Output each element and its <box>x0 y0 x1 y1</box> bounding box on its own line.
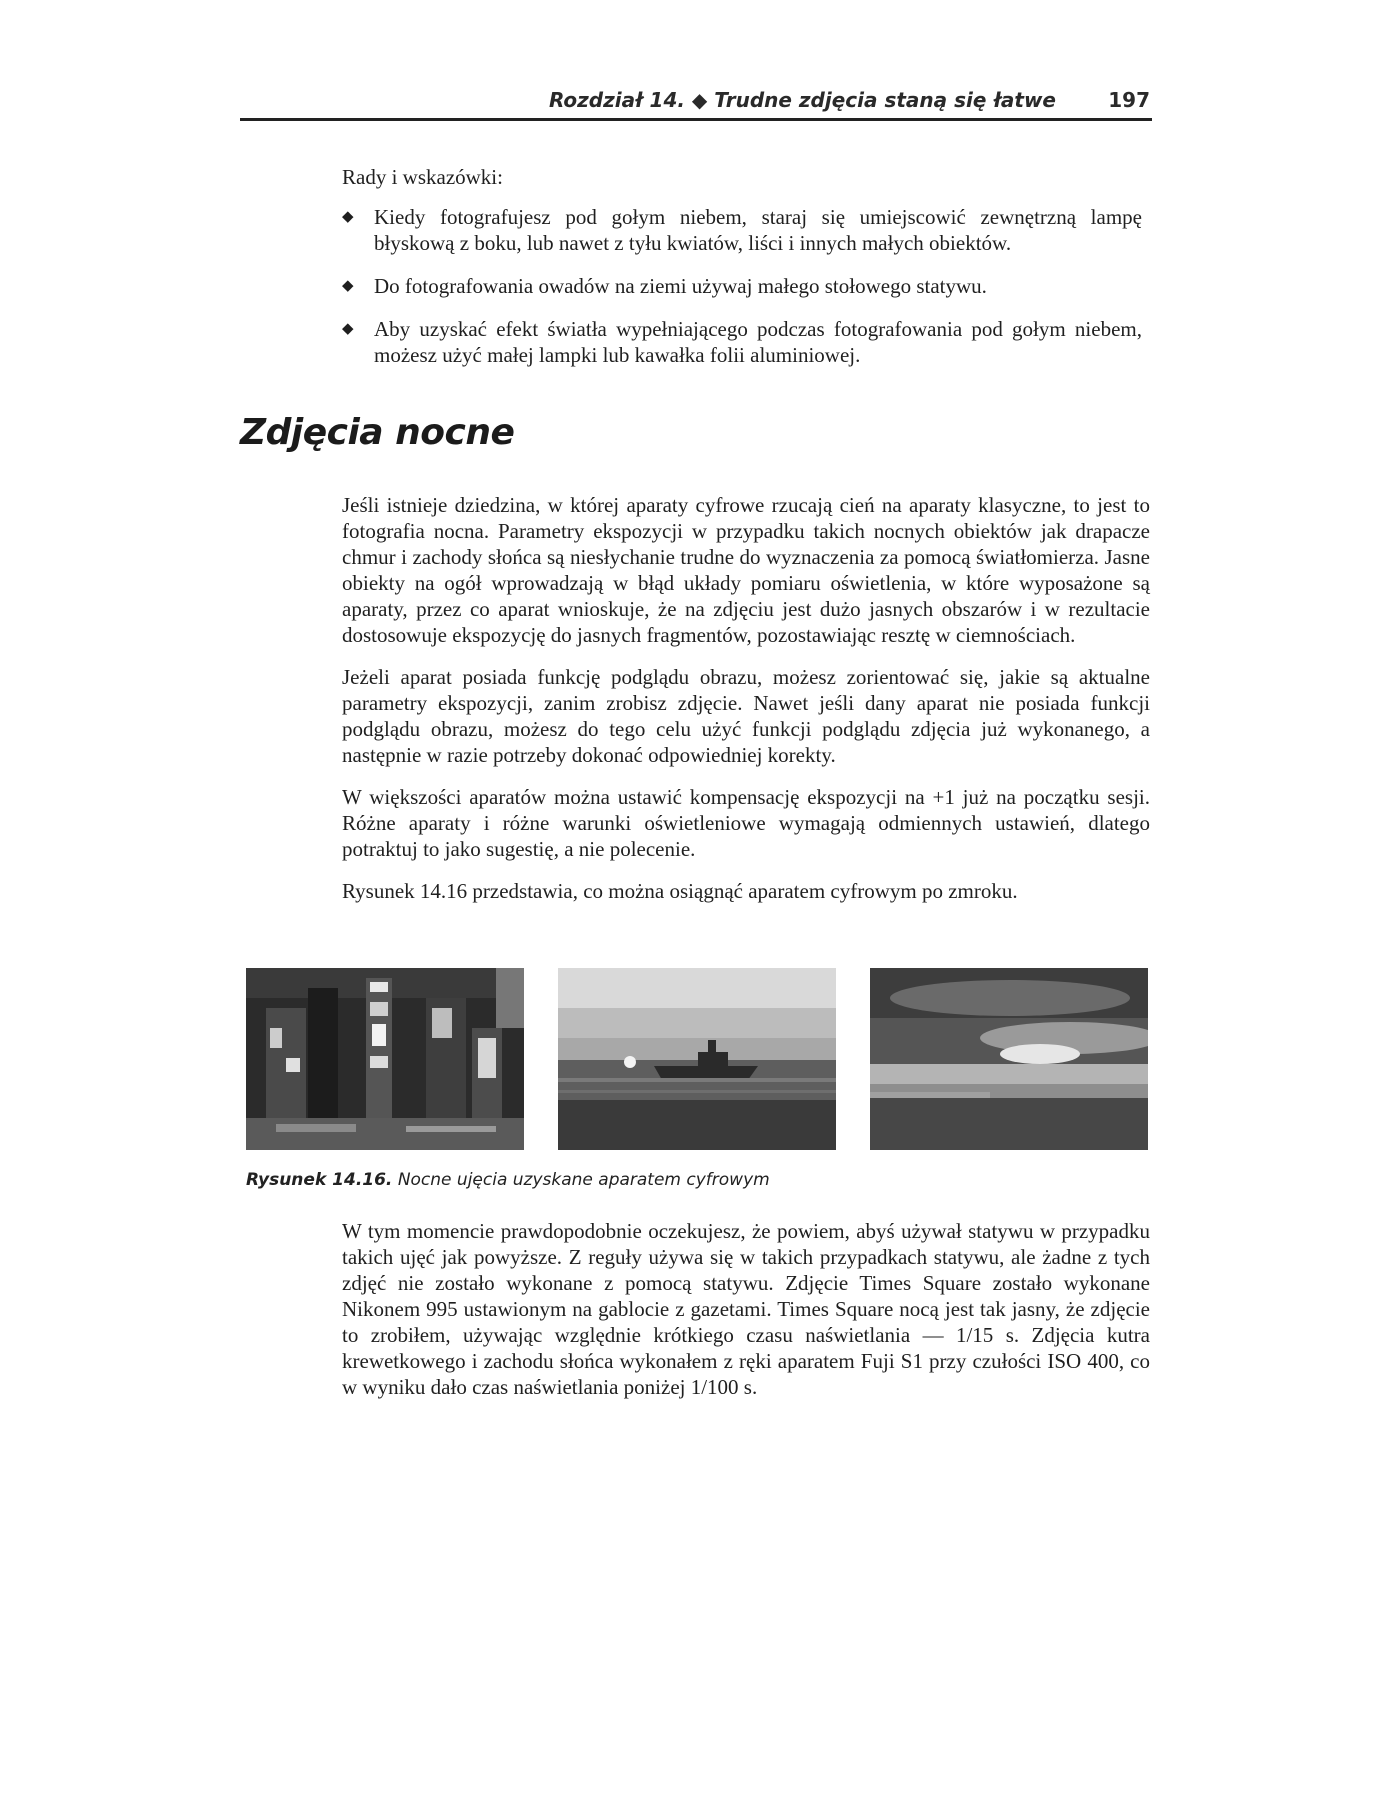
paragraph: Jeżeli aparat posiada funkcję podglądu obrazu, możesz zorientować się, jakie są aktualne parametry ekspozycji, zanim zrobisz zdjęcie. Nawet jeśli dany aparat nie posiada funkcji podglądu obrazu, możesz do tego celu użyć funkcji podglądu zdjęcia już wykonanego, a następnie w razie potrzeby dokonać odpowiedniej korekty. <box>342 665 1150 767</box>
list-item-text: Do fotografowania owadów na ziemi używaj małego stołowego statywu. <box>374 274 987 298</box>
figure-caption <box>246 1170 770 1190</box>
running-head <box>240 84 1152 121</box>
diamond-bullet-icon: ◆ <box>342 321 354 337</box>
list-item-text: Aby uzyskać efekt światła wypełniającego podczas fotografowania pod gołym niebem, możesz użyć małej lampki lub kawałka folii aluminiowej. <box>374 317 1142 367</box>
figure-label: Rysunek 14.16. <box>246 1170 393 1190</box>
figure-photos <box>246 968 1152 1150</box>
list-item-text: Kiedy fotografujesz pod gołym niebem, staraj się umiejscowić zewnętrzną lampę błyskową z boku, lub nawet z tyłu kwiatów, liści i innych małych obiektów. <box>374 205 1142 255</box>
tips-intro: Rady i wskazówki: <box>342 165 503 189</box>
page-number: 197 <box>1108 88 1150 112</box>
body-text <box>342 492 1150 920</box>
tips-list <box>342 204 1142 385</box>
sunset-photo <box>870 968 1148 1150</box>
diamond-bullet-icon: ◆ <box>342 209 354 225</box>
shrimp-boat-photo <box>558 968 836 1150</box>
list-item <box>342 204 1142 256</box>
list-item <box>342 316 1142 368</box>
times-square-photo <box>246 968 524 1150</box>
chapter-title: Rozdział 14. ◆ Trudne zdjęcia staną się łatwe <box>548 88 1056 112</box>
paragraph: Rysunek 14.16 przedstawia, co można osiągnąć aparatem cyfrowym po zmroku. <box>342 879 1018 903</box>
paragraph: W tym momencie prawdopodobnie oczekujesz, że powiem, abyś używał statywu w przypadku takich ujęć jak powyższe. Z reguły używa się w takich przypadkach statywu, ale żadne z tych zdjęć nie zostało wykonane z pomocą statywu. Zdjęcie Times Square zostało wykonane Nikonem 995 ustawionym na gablocie z gazetami. Times Square nocą jest tak jasny, że zdjęcie to zrobiłem, używając względnie krótkiego czasu naświetlania — 1/15 s. Zdjęcia kutra krewetkowego i zachodu słońca wykonałem z ręki aparatem Fuji S1 przy czułości ISO 400, co w wyniku dało czas naświetlania poniżej 1/100 s. <box>342 1219 1150 1399</box>
paragraph: W większości aparatów można ustawić kompensację ekspozycji na +1 już na początku sesji. Różne aparaty i różne warunki oświetleniowe wymagają odmiennych ustawień, dlatego potraktuj to jako sugestię, a nie polecenie. <box>342 785 1150 861</box>
diamond-bullet-icon: ◆ <box>342 278 354 294</box>
figure-caption-text: Nocne ujęcia uzyskane aparatem cyfrowym <box>397 1170 770 1190</box>
list-item <box>342 273 1142 299</box>
section-heading: Zdjęcia nocne <box>240 412 515 453</box>
paragraph: Jeśli istnieje dziedzina, w której aparaty cyfrowe rzucają cień na aparaty klasyczne, to jest to fotografia nocna. Parametry ekspozycji w przypadku takich nocnych obiektów jak drapacze chmur i zachody słońca są niesłychanie trudne do wyznaczenia za pomocą światłomierza. Jasne obiekty na ogół wprowadzają w błąd układy pomiaru oświetlenia, w które wyposażone są aparaty, przez co aparat wnioskuje, że na zdjęciu jest dużo jasnych obszarów i w rezultacie dostosowuje ekspozycję do jasnych fragmentów, pozostawiając resztę w ciemnościach. <box>342 493 1150 647</box>
